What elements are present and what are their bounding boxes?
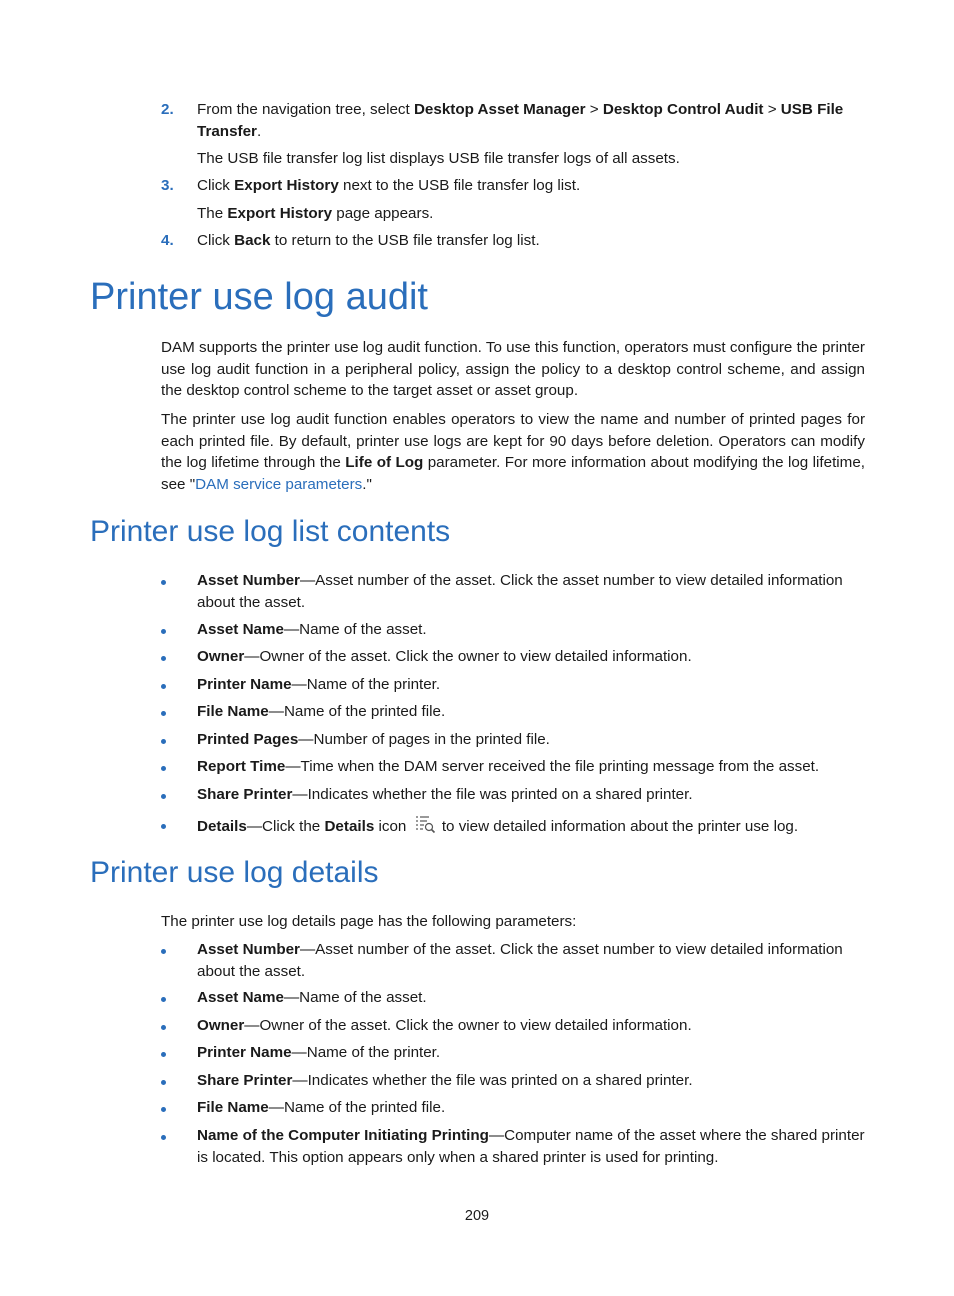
subsection-title-list-contents: Printer use log list contents	[90, 515, 451, 548]
step-text-plain: to return to the USB file transfer log list.	[270, 232, 540, 249]
step-text-plain: Click	[197, 177, 235, 194]
step-text-plain: next to the USB file transfer log list.	[338, 177, 581, 194]
list-item-term: File Name	[197, 703, 269, 720]
list-item-desc: —Click the	[246, 818, 325, 835]
list-item-term: Asset Name	[197, 621, 284, 638]
step-number: 3.	[161, 177, 174, 194]
section-title: Printer use log audit	[90, 276, 428, 318]
list-item-desc: —Owner of the asset. Click the owner to view detailed information.	[244, 1017, 692, 1034]
bullet-icon	[161, 1043, 171, 1064]
list-item-term: Share Printer	[197, 1072, 293, 1089]
list-item-desc: —Asset number of the asset. Click the asset number to view detailed information about the asset.	[197, 941, 843, 980]
list-item	[197, 1125, 865, 1168]
list-item-desc: —Indicates whether the file was printed on a shared printer.	[292, 786, 693, 803]
menu-path-desktop-asset-manager: Desktop Asset Manager	[413, 101, 586, 118]
bullet-icon	[161, 815, 171, 836]
list-item	[197, 570, 865, 613]
bullet-icon	[161, 757, 171, 778]
bullet-icon	[161, 940, 171, 961]
step-result: The USB file transfer log list displays USB file transfer logs of all assets.	[197, 150, 680, 167]
step-number: 4.	[161, 232, 174, 249]
bullet-icon	[161, 1071, 171, 1092]
paragraph-text: The printer use log audit function enables operators to view the name and number of printed pages for each printed file. By default, printer use logs are kept for 90 days before deletion. Operators can modify the log lifetime through the	[161, 411, 865, 471]
list-item-term: Printer Name	[197, 676, 292, 693]
bullet-icon	[161, 702, 171, 723]
list-item-desc: —Asset number of the asset. Click the asset number to view detailed information about the asset.	[197, 572, 843, 611]
list-item-desc: —Name of the asset.	[283, 621, 427, 638]
list-item-desc: to view detailed information about the printer use log.	[437, 818, 799, 835]
ui-term-back: Back	[234, 232, 271, 249]
step-text	[197, 175, 867, 197]
ui-term-details: Details	[324, 818, 375, 835]
list-item-term: Printer Name	[197, 1044, 292, 1061]
list-item	[197, 784, 865, 806]
list-item	[197, 1015, 865, 1037]
list-item-term: Asset Number	[197, 572, 300, 589]
list-item-term: Asset Number	[197, 941, 300, 958]
list-item-term: Share Printer	[197, 786, 293, 803]
step-text-plain: .	[256, 122, 262, 140]
paragraph-text: parameter. For more information about modifying the log lifetime, see "	[161, 454, 865, 493]
list-item	[197, 1097, 865, 1119]
path-separator: >	[763, 101, 781, 118]
list-item-desc: —Name of the printed file.	[268, 1099, 446, 1116]
bullet-icon	[161, 647, 171, 668]
list-item	[197, 814, 865, 838]
bullet-icon	[161, 1126, 171, 1147]
details-icon	[414, 814, 436, 834]
intro-paragraph: DAM supports the printer use log audit function. To use this function, operators must configure the printer use log audit function in a peripheral policy, assign the policy to a desktop control scheme, and assign the desktop control scheme to the target asset or asset group.	[161, 339, 865, 399]
page-number: 209	[464, 1208, 490, 1224]
dam-service-parameters-link[interactable]: DAM service parameters	[195, 475, 363, 493]
list-item	[197, 987, 865, 1009]
step-text	[197, 230, 867, 252]
list-item	[197, 756, 865, 778]
ui-term-export-history: Export History	[227, 205, 333, 222]
subsection-title-details: Printer use log details	[90, 856, 379, 889]
list-item-desc: —Computer name of the asset where the shared printer is located. This option appears only when a shared printer is used for printing.	[197, 1127, 865, 1166]
list-item-desc: —Time when the DAM server received the file printing message from the asset.	[285, 758, 820, 775]
list-item-desc: —Owner of the asset. Click the owner to view detailed information.	[244, 648, 692, 665]
list-item	[197, 701, 865, 723]
list-item-term: Asset Name	[197, 989, 284, 1006]
list-item-term: Details	[197, 818, 247, 835]
intro-paragraph	[161, 409, 865, 495]
list-item-desc: —Indicates whether the file was printed on a shared printer.	[292, 1072, 693, 1089]
step-text-plain: The	[197, 205, 228, 222]
menu-path-desktop-control-audit: Desktop Control Audit	[602, 101, 764, 118]
list-item	[197, 1042, 865, 1064]
bullet-icon	[161, 988, 171, 1009]
list-item	[197, 729, 865, 751]
list-item-desc: —Name of the printer.	[291, 676, 441, 693]
step-text-plain: From the navigation tree, select	[197, 101, 414, 118]
ui-term-export-history: Export History	[234, 177, 339, 194]
list-item-desc: —Name of the printed file.	[268, 703, 446, 720]
list-item-desc: icon	[374, 818, 411, 835]
list-item-desc: —Name of the asset.	[283, 989, 427, 1006]
bullet-icon	[161, 675, 171, 696]
list-item	[197, 619, 865, 641]
path-separator: >	[585, 101, 603, 118]
step-text-plain: Click	[197, 232, 235, 249]
list-item	[197, 646, 865, 668]
list-item-term: Name of the Computer Initiating Printing	[197, 1127, 489, 1144]
list-item-desc: —Number of pages in the printed file.	[298, 731, 550, 748]
bullet-icon	[161, 785, 171, 806]
list-item	[197, 1070, 865, 1092]
bullet-icon	[161, 571, 171, 592]
step-text	[197, 99, 867, 142]
step-result	[197, 203, 867, 225]
list-item-term: Owner	[197, 1017, 245, 1034]
bullet-icon	[161, 620, 171, 641]
list-item-term: Owner	[197, 648, 245, 665]
step-number: 2.	[161, 101, 174, 118]
bullet-icon	[161, 1098, 171, 1119]
list-item-desc: —Name of the printer.	[291, 1044, 441, 1061]
list-item-term: File Name	[197, 1099, 269, 1116]
list-item	[197, 674, 865, 696]
bullet-icon	[161, 1016, 171, 1037]
step-text-plain: page appears.	[332, 205, 434, 222]
list-item	[197, 939, 865, 982]
paragraph-text: ."	[362, 475, 372, 493]
details-intro: The printer use log details page has the following parameters:	[161, 913, 577, 930]
bullet-icon	[161, 730, 171, 751]
ui-term-life-of-log: Life of Log	[345, 454, 424, 471]
menu-path-usb-file-transfer: USB File Transfer	[197, 101, 844, 140]
list-item-term: Printed Pages	[197, 731, 299, 748]
list-item-term: Report Time	[197, 758, 286, 775]
